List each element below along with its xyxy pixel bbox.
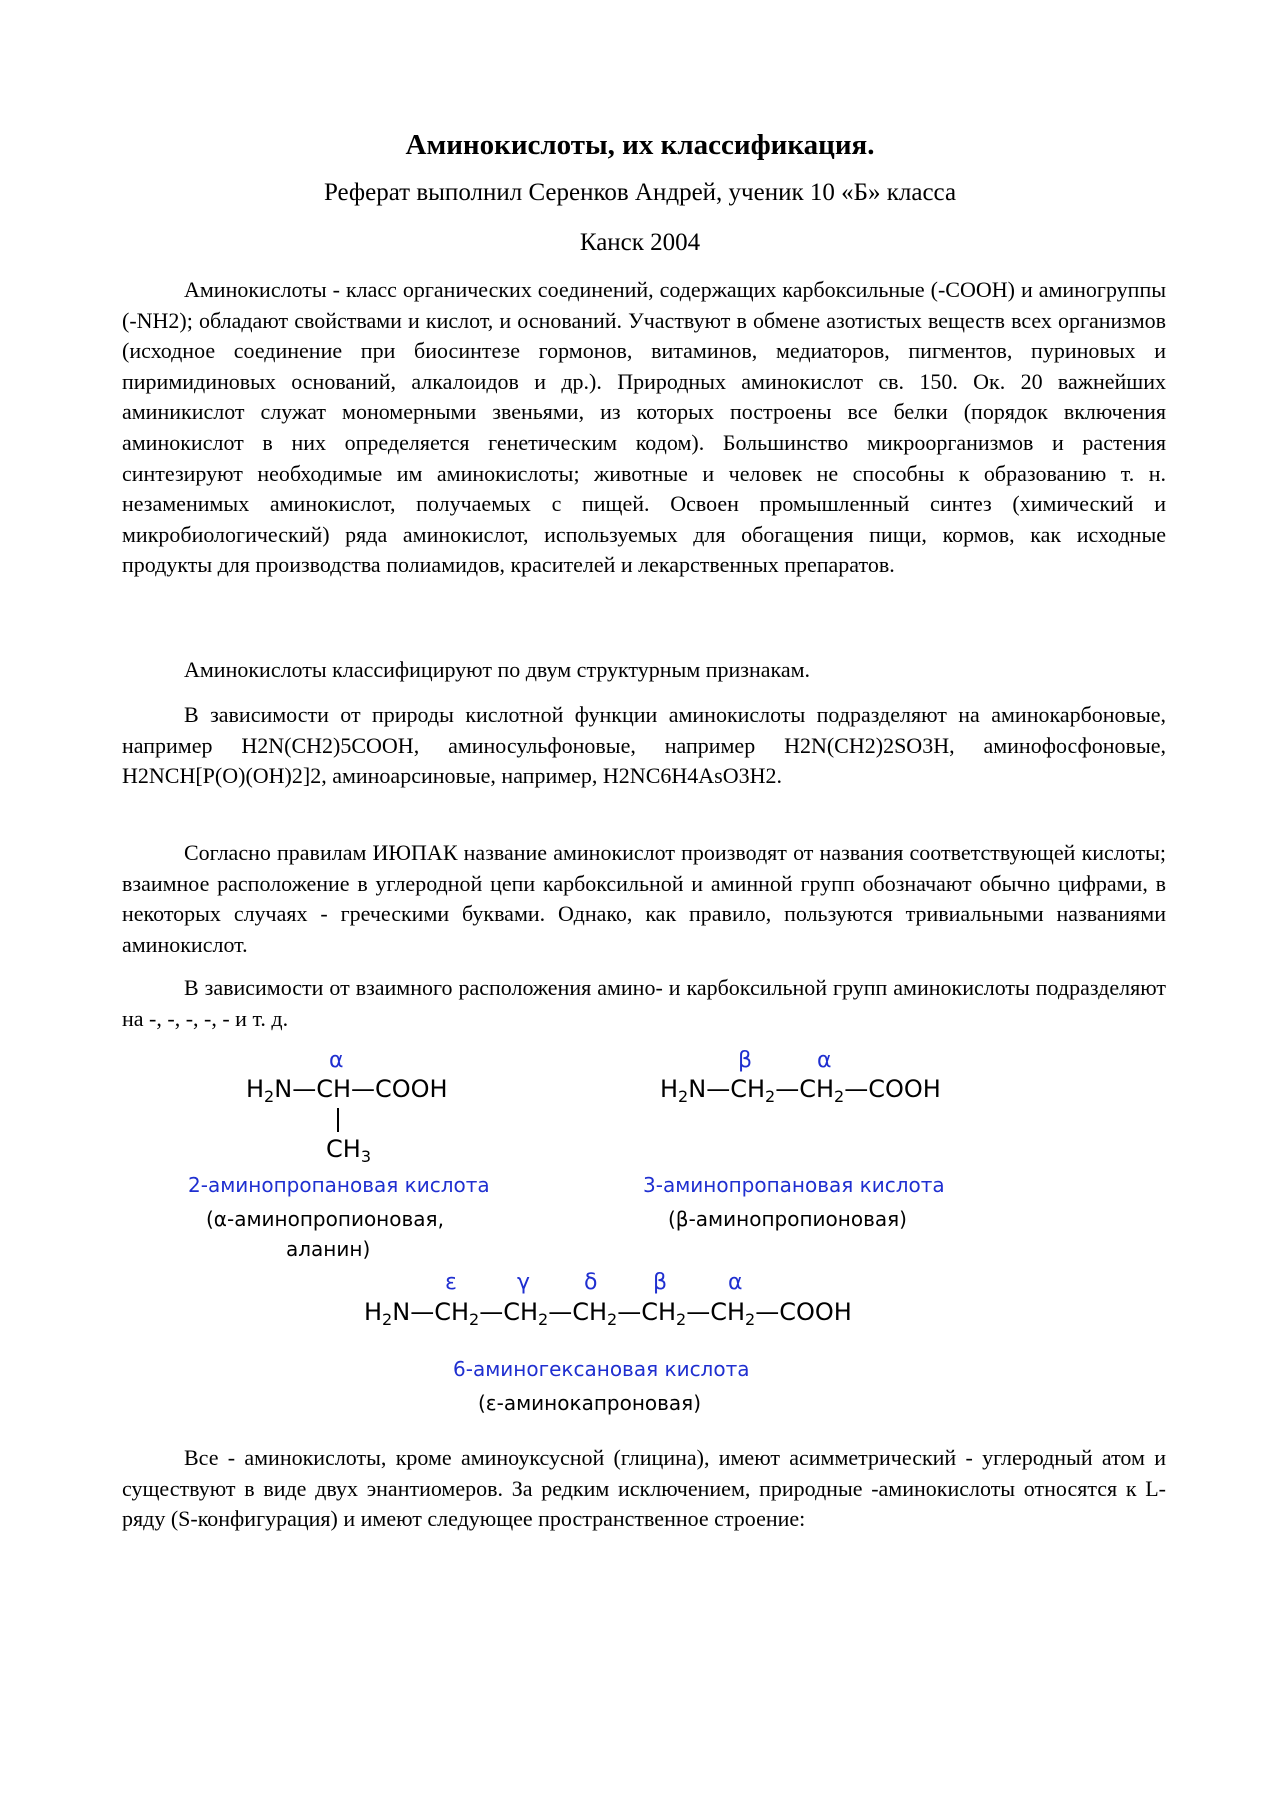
page-title: Аминокислоты, их классификация.	[405, 129, 875, 161]
formula-alanine-main-chain: $H_2N—CH—COOH$	[246, 1075, 448, 1106]
formula-alanine-methyl: $CH_3$	[326, 1135, 371, 1166]
formula-aminocaproic-name: 6-аминогексановая кислота	[453, 1357, 750, 1381]
formula-aminocaproic-chain: $H_2N—CH_2—CH_2—CH_2—CH_2—CH_2—COOH$	[364, 1298, 852, 1329]
formula-alanine-name: 2-аминопропановая кислота	[188, 1173, 490, 1197]
formula-alanine-trivial-1: (α-аминопропионовая,	[206, 1207, 444, 1231]
greek-alpha-label: α	[728, 1270, 743, 1295]
greek-alpha-label: α	[329, 1048, 344, 1073]
greek-delta-label: δ	[584, 1270, 598, 1295]
greek-gamma-label: γ	[517, 1270, 531, 1295]
formula-beta-alanine-name: 3-аминопропановая кислота	[643, 1173, 945, 1197]
formula-alanine-trivial-2: аланин)	[286, 1237, 371, 1261]
paragraph-position-classes: В зависимости от взаимного расположения амино- и карбоксильной групп аминокислоты подразделяют на -, -, -, -, - и т. д.	[122, 975, 1166, 1031]
formula-beta-alanine-chain: $H_2N—CH_2—CH_2—COOH$	[660, 1075, 941, 1106]
paragraph-acid-function: В зависимости от природы кислотной функции аминокислоты подразделяют на аминокарбоновые, например H2N(CH2)5COOH, аминосульфоновые, например H2N(CH2)2SO3H, аминофосфоновые, H2NCH[P(O)(OH)2]2, аминоарсиновые, например, H2NC6H4AsO3H2.	[122, 702, 1166, 789]
city-year: Канск 2004	[579, 229, 701, 256]
paragraph-stereochemistry: Все - аминокислоты, кроме аминоуксусной (глицина), имеют асимметрический - углеродный атом и существуют в виде двух энантиомеров. За редким исключением, природные -аминокислоты относятся к L- ряду (S-конфигурация) и имеют следующее пространственное строение:	[122, 1445, 1166, 1532]
greek-beta-label: β	[738, 1048, 753, 1073]
author-byline: Реферат выполнил Серенков Андрей, ученик 10 «Б» класса	[323, 179, 957, 206]
formula-aminocaproic-trivial: (ε-аминокапроновая)	[478, 1391, 702, 1415]
greek-beta-label: β	[653, 1270, 668, 1295]
bond-line	[337, 1108, 339, 1132]
paragraph-definition: Аминокислоты - класс органических соединений, содержащих карбоксильные (-COOH) и аминогруппы (-NH2); обладают свойствами и кислот, и оснований. Участвуют в обмене азотистых веществ всех организмов (исходное соединение при биосинтезе гормонов, витаминов, медиаторов, пигментов, пуриновых и пиримидиновых оснований, алкалоидов и др.). Природных аминокислот св. 150. Ок. 20 важнейших аминикислот служат мономерными звеньями, из которых построены все белки (порядок включения аминокислот в них определяется генетическим кодом). Большинство микроорганизмов и растения синтезируют необходимые им аминокислоты; животные и человек не способны к образованию т. н. незаменимых аминокислот, получаемых с пищей. Освоен промышленный синтез (химический и микробиологический) ряда аминокислот, используемых для обогащения пищи, кормов, как исходные продукты для производства полиамидов, красителей и лекарственных препаратов.	[122, 277, 1166, 578]
paragraph-iupac-naming: Согласно правилам ИЮПАК название аминокислот производят от названия соответствующей кислоты; взаимное расположение в углеродной цепи карбоксильной и аминной групп обозначают обычно цифрами, в некоторых случаях - греческими буквами. Однако, как правило, пользуются тривиальными названиями аминокислот.	[122, 840, 1166, 957]
paragraph-classification-intro: Аминокислоты классифицируют по двум структурным признакам.	[184, 657, 811, 682]
greek-epsilon-label: ε	[445, 1270, 457, 1295]
greek-alpha-label: α	[817, 1048, 832, 1073]
formula-beta-alanine-trivial: (β-аминопропионовая)	[668, 1207, 907, 1231]
